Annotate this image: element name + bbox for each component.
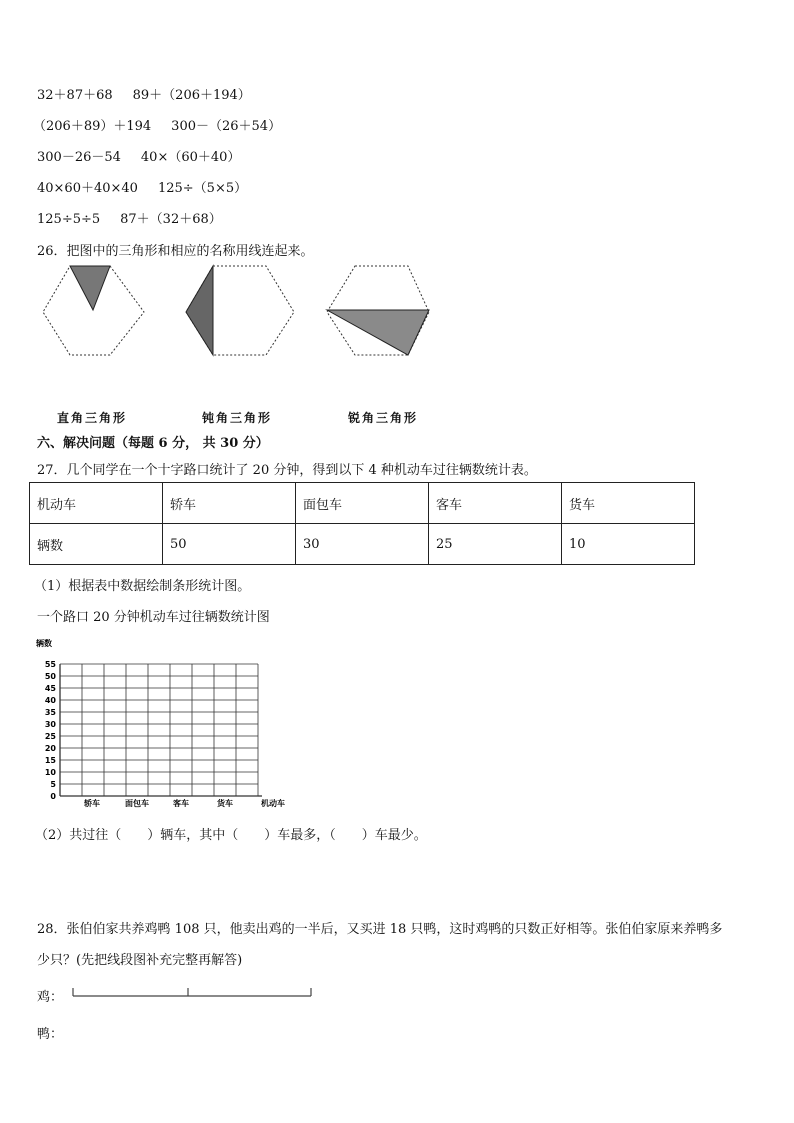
- x-tick-label: 轿车: [84, 799, 100, 808]
- calc-expr: 300－（26＋54）: [171, 119, 282, 134]
- calc-expr: 40×（60＋40）: [140, 150, 241, 165]
- calc-row-3: [37, 146, 240, 165]
- table-cell: 50: [163, 524, 296, 565]
- table-row: [30, 524, 695, 565]
- question-28-line-1: 28．张伯伯家共养鸡鸭 108 只，他卖出鸡的一半后，又买进 18 只鸭，这时鸡鸭的只数正好相等。张伯伯家原来养鸭多: [37, 922, 723, 937]
- label-right-triangle: 直角三角形: [57, 411, 128, 425]
- y-tick-label: 35: [44, 708, 56, 717]
- calc-row-2: [33, 115, 281, 134]
- label-obtuse-triangle: 钝角三角形: [202, 411, 273, 425]
- calc-expr: 125÷（5×5）: [157, 181, 248, 196]
- calc-expr: （206＋89）＋194: [33, 119, 152, 134]
- table-header-cell: 面包车: [296, 483, 429, 524]
- hexagon-obtuse-triangle: [186, 266, 294, 355]
- y-tick-label: 25: [44, 732, 56, 741]
- question-26: 26．把图中的三角形和相应的名称用线连起来。: [37, 244, 314, 259]
- table-header-cell: 货车: [562, 483, 695, 524]
- table-header-cell: 轿车: [163, 483, 296, 524]
- y-tick-label: 55: [44, 660, 56, 669]
- label-acute-triangle: 锐角三角形: [348, 411, 419, 425]
- y-tick-labels: [45, 660, 57, 801]
- table-cell: 25: [429, 524, 562, 565]
- bar-chart: [30, 636, 320, 812]
- table-cell: 10: [562, 524, 695, 565]
- calc-expr: 87＋（32＋68）: [120, 212, 222, 227]
- x-category-labels: [83, 798, 233, 808]
- chart-title: 一个路口 20 分钟机动车过往辆数统计图: [37, 610, 270, 625]
- y-tick-label: 15: [44, 756, 56, 765]
- hexagon-acute-triangle: [327, 266, 429, 355]
- section-title: 六、解决问题（每题 6 分， 共 30 分）: [37, 436, 269, 451]
- calc-row-1: [37, 84, 251, 103]
- table-cell: 30: [296, 524, 429, 565]
- table-header-cell: 机动车: [30, 483, 163, 524]
- calc-expr: 32＋87＋68: [37, 88, 113, 103]
- calc-row-4: [37, 177, 247, 196]
- question-27: 27．几个同学在一个十字路口统计了 20 分钟，得到以下 4 种机动车过往辆数统计表。: [37, 463, 537, 478]
- duck-label: 鸭：: [37, 1027, 64, 1042]
- question-27-part-2: （2）共过往（ ）辆车，其中（ ）车最多，（ ）车最少。: [35, 828, 427, 843]
- y-tick-label: 10: [44, 768, 56, 777]
- calc-expr: 89＋（206＋194）: [132, 88, 251, 103]
- y-tick-label: 30: [44, 720, 56, 729]
- y-tick-label: 5: [50, 780, 56, 789]
- vehicle-table: [29, 482, 695, 565]
- x-tick-label: 面包车: [125, 799, 149, 808]
- question-28-line-2: 少只？(先把线段图补充完整再解答): [37, 953, 243, 968]
- table-row-label: 辆数: [30, 524, 163, 565]
- calc-expr: 125÷5÷5: [37, 212, 101, 227]
- y-tick-label: 0: [50, 792, 56, 801]
- y-axis-label: 辆数: [36, 639, 52, 648]
- x-tick-label: 客车: [173, 799, 189, 808]
- y-tick-label: 20: [44, 744, 56, 753]
- chart-grid: [60, 664, 262, 796]
- calc-expr: 40×60＋40×40: [37, 181, 138, 196]
- question-27-part-1: （1）根据表中数据绘制条形统计图。: [34, 579, 251, 594]
- chicken-segment: [72, 986, 314, 1000]
- hexagon-figures: [38, 262, 438, 360]
- chicken-label: 鸡：: [37, 990, 64, 1005]
- table-row: [30, 483, 695, 524]
- calc-expr: 300－26－54: [37, 150, 121, 165]
- hexagon-right-triangle: [43, 266, 144, 355]
- table-header-cell: 客车: [429, 483, 562, 524]
- y-tick-label: 50: [44, 672, 56, 681]
- y-tick-label: 45: [44, 684, 56, 693]
- x-tick-label: 货车: [217, 799, 233, 808]
- x-axis-label: 机动车: [261, 799, 285, 808]
- calc-row-5: [37, 208, 222, 227]
- y-tick-label: 40: [44, 696, 56, 705]
